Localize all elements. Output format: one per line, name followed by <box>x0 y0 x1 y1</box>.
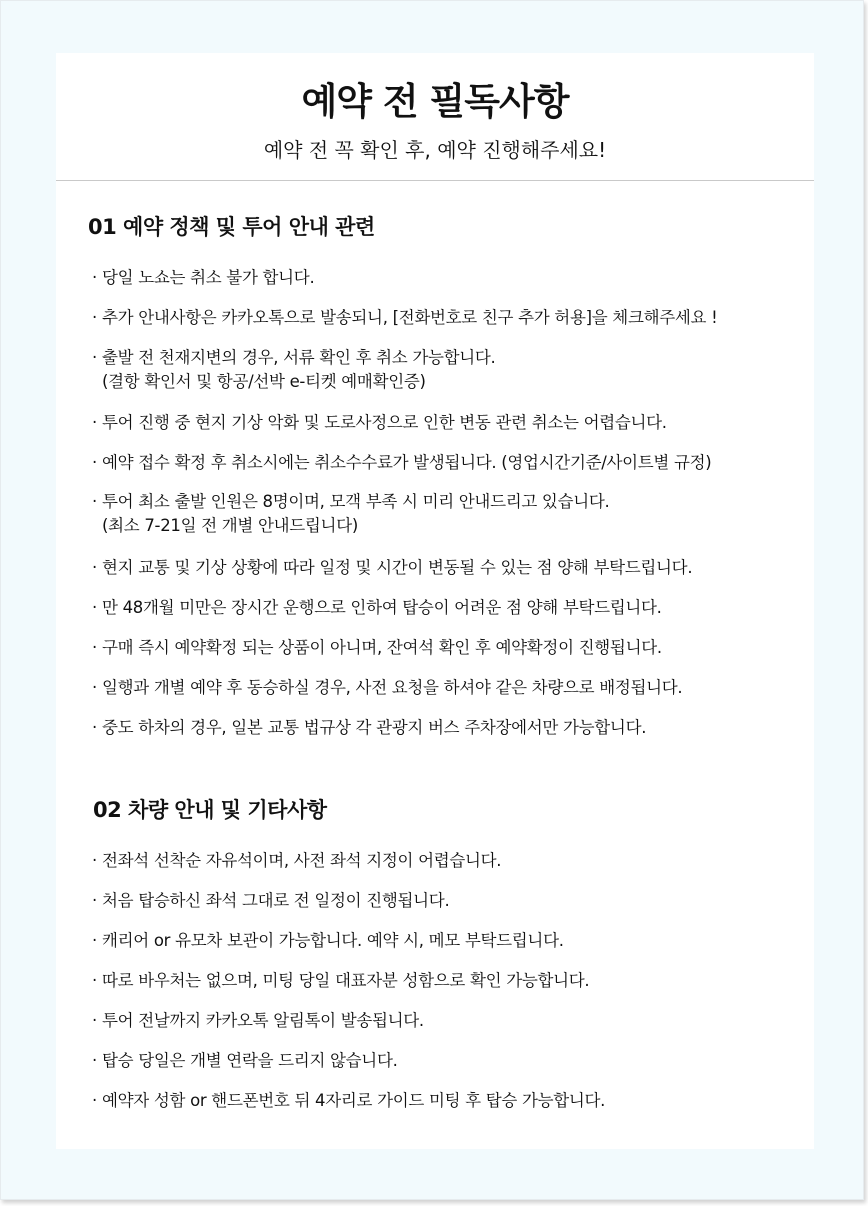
list-item <box>92 1089 605 1113</box>
list-item <box>92 716 646 740</box>
bullet: · <box>92 413 97 432</box>
header-divider <box>56 180 814 181</box>
bullet: · <box>92 638 97 657</box>
list-item <box>92 451 711 475</box>
bullet: · <box>92 453 97 472</box>
list-item-text: 처음 탑승하신 좌석 그대로 전 일정이 진행됩니다. <box>102 891 450 910</box>
list-item-text: 투어 최소 출발 인원은 8명이며, 모객 부족 시 미리 안내드리고 있습니다. <box>102 492 610 511</box>
list-item-note: (결항 확인서 및 항공/선박 e-티켓 예매확인증) <box>102 372 426 391</box>
list-item <box>92 306 717 330</box>
list-item-text: 일행과 개별 예약 후 동승하실 경우, 사전 요청을 하셔야 같은 차량으로 배정됩니다. <box>102 678 683 697</box>
bullet: · <box>92 718 97 737</box>
bullet: · <box>92 891 97 910</box>
list-item <box>92 490 609 538</box>
list-item <box>92 849 501 873</box>
bullet: · <box>92 268 97 287</box>
list-item-text: 투어 진행 중 현지 기상 악화 및 도로사정으로 인한 변동 관련 취소는 어렵습니다. <box>102 413 667 432</box>
list-item <box>92 636 662 660</box>
list-item <box>92 596 662 620</box>
list-item <box>92 266 314 290</box>
list-item-text: 출발 전 천재지변의 경우, 서류 확인 후 취소 가능합니다. <box>102 348 496 367</box>
list-item-text: 현지 교통 및 기상 상황에 따라 일정 및 시간이 변동될 수 있는 점 양해 부탁드립니다. <box>102 558 693 577</box>
list-item-text: 예약자 성함 or 핸드폰번호 뒤 4자리로 가이드 미팅 후 탑승 가능합니다. <box>102 1091 606 1110</box>
list-item <box>92 346 496 394</box>
list-item <box>92 556 692 580</box>
list-item <box>92 411 667 435</box>
notice-card <box>56 53 814 1149</box>
section-heading-vehicle: 02 차량 안내 및 기타사항 <box>93 798 327 822</box>
page-title: 예약 전 필독사항 <box>301 80 569 123</box>
list-item-text: 따로 바우처는 없으며, 미팅 당일 대표자분 성함으로 확인 가능합니다. <box>102 971 590 990</box>
bullet: · <box>92 678 97 697</box>
list-item-note: (최소 7-21일 전 개별 안내드립니다) <box>102 516 358 535</box>
list-item-text: 당일 노쇼는 취소 불가 합니다. <box>102 268 315 287</box>
bullet: · <box>92 558 97 577</box>
list-item-text: 만 48개월 미만은 장시간 운행으로 인하여 탑승이 어려운 점 양해 부탁드립니다. <box>102 598 662 617</box>
bullet: · <box>92 308 97 327</box>
bullet: · <box>92 851 97 870</box>
list-item-text: 추가 안내사항은 카카오톡으로 발송되니, [전화번호로 친구 추가 허용]을 체크해주세요 ! <box>102 308 718 327</box>
section-heading-policy: 01 예약 정책 및 투어 안내 관련 <box>88 215 375 239</box>
list-item <box>92 889 449 913</box>
page-subtitle: 예약 전 꼭 확인 후, 예약 진행해주세요! <box>263 138 607 162</box>
bullet: · <box>92 1011 97 1030</box>
list-item-text: 전좌석 선착순 자유석이며, 사전 좌석 지정이 어렵습니다. <box>102 851 502 870</box>
bullet: · <box>92 348 97 367</box>
bullet: · <box>92 931 97 950</box>
list-item-text: 탑승 당일은 개별 연락을 드리지 않습니다. <box>102 1051 398 1070</box>
list-item <box>92 676 682 700</box>
bullet: · <box>92 492 97 511</box>
bullet: · <box>92 598 97 617</box>
list-item-text: 중도 하차의 경우, 일본 교통 법규상 각 관광지 버스 주차장에서만 가능합니다. <box>102 718 647 737</box>
list-item-text: 구매 즉시 예약확정 되는 상품이 아니며, 잔여석 확인 후 예약확정이 진행됩니다. <box>102 638 662 657</box>
list-item-text: 투어 전날까지 카카오톡 알림톡이 발송됩니다. <box>102 1011 424 1030</box>
bullet: · <box>92 971 97 990</box>
list-item-text: 예약 접수 확정 후 취소시에는 취소수수료가 발생됩니다. (영업시간기준/사이트별 규정) <box>102 453 712 472</box>
list-item <box>92 1049 398 1073</box>
list-item <box>92 1009 424 1033</box>
list-item <box>92 929 564 953</box>
bullet: · <box>92 1091 97 1110</box>
list-item-text: 캐리어 or 유모차 보관이 가능합니다. 예약 시, 메모 부탁드립니다. <box>102 931 564 950</box>
bullet: · <box>92 1051 97 1070</box>
list-item <box>92 969 589 993</box>
